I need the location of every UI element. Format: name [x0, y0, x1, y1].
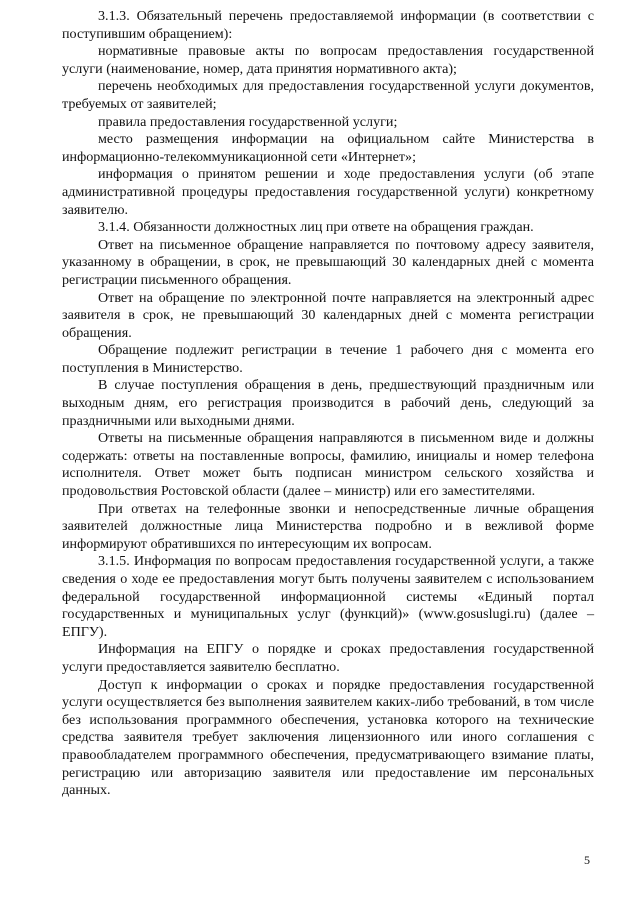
list-item-decision-info: информация о принятом решении и ходе предоставления услуги (об этапе административной процедуры предоставления государственной услуги) конкретному заявителю. [62, 166, 594, 218]
paragraph-reply-contents: Ответы на письменные обращения направляются в письменном виде и должны содержать: ответы на поставленные вопросы, фамилию, инициалы и номер телефона исполнителя. Ответ может быть подписан министром сельского хозяйства и продовольствия Ростовской области (далее – министр) или его заместителями. [62, 430, 594, 500]
page-number: 5 [584, 853, 590, 867]
paragraph-registration: Обращение подлежит регистрации в течение 1 рабочего дня с момента его поступления в Министерство. [62, 342, 594, 376]
paragraph-written-reply: Ответ на письменное обращение направляется по почтовому адресу заявителя, указанному в обращении, в срок, не превышающий 30 календарных дней с момента регистрации письменного обращения. [62, 236, 594, 288]
list-item-documents-list: перечень необходимых для предоставления государственной услуги документов, требуемых от заявителей; [62, 78, 594, 112]
list-item-normative-acts: нормативные правовые акты по вопросам предоставления государственной услуги (наименование, номер, дата принятия нормативного акта); [62, 43, 594, 77]
document-page [62, 8, 594, 800]
paragraph-holiday-registration: В случае поступления обращения в день, предшествующий праздничным или выходным дням, его регистрация производится в рабочий день, следующий за праздничными или выходными днями. [62, 377, 594, 429]
paragraph-email-reply: Ответ на обращение по электронной почте направляется на электронный адрес заявителя в срок, не превышающий 30 календарных дней с момента регистрации обращения. [62, 289, 594, 341]
paragraph-phone-calls: При ответах на телефонные звонки и непосредственные личные обращения заявителей должностные лица Министерства подробно и в вежливой форме информируют обратившихся по интересующим их вопросам. [62, 500, 594, 552]
paragraph-3-1-4: 3.1.4. Обязанности должностных лиц при ответе на обращения граждан. [98, 219, 534, 236]
list-item-service-rules: правила предоставления государственной услуги; [98, 113, 398, 130]
paragraph-epgu-free: Информация на ЕПГУ о порядке и сроках предоставления государственной услуги предоставляется заявителю бесплатно. [62, 641, 594, 675]
paragraph-3-1-5: 3.1.5. Информация по вопросам предоставления государственной услуги, а также сведения о ходе ее предоставления могут быть получены заявителем с использованием федеральной государственной информационной системы «Единый портал государственных и муниципальных услуг (функций)» (www.gosuslugi.ru) (далее – ЕПГУ). [62, 553, 594, 640]
paragraph-3-1-3: 3.1.3. Обязательный перечень предоставляемой информации (в соответствии с поступившим обращением): [62, 8, 594, 42]
list-item-website-location: место размещения информации на официальном сайте Министерства в информационно-телекоммуникационной сети «Интернет»; [62, 131, 594, 165]
paragraph-access-info: Доступ к информации о сроках и порядке предоставления государственной услуги осуществляется без выполнения заявителем каких-либо требований, в том числе без использования программного обеспечения, установка которого на технические средства заявителя требует заключения лицензионного или иного соглашения с правообладателем программного обеспечения, предусматривающего взимание платы, регистрацию или авторизацию заявителя или предоставление им персональных данных. [62, 676, 594, 799]
